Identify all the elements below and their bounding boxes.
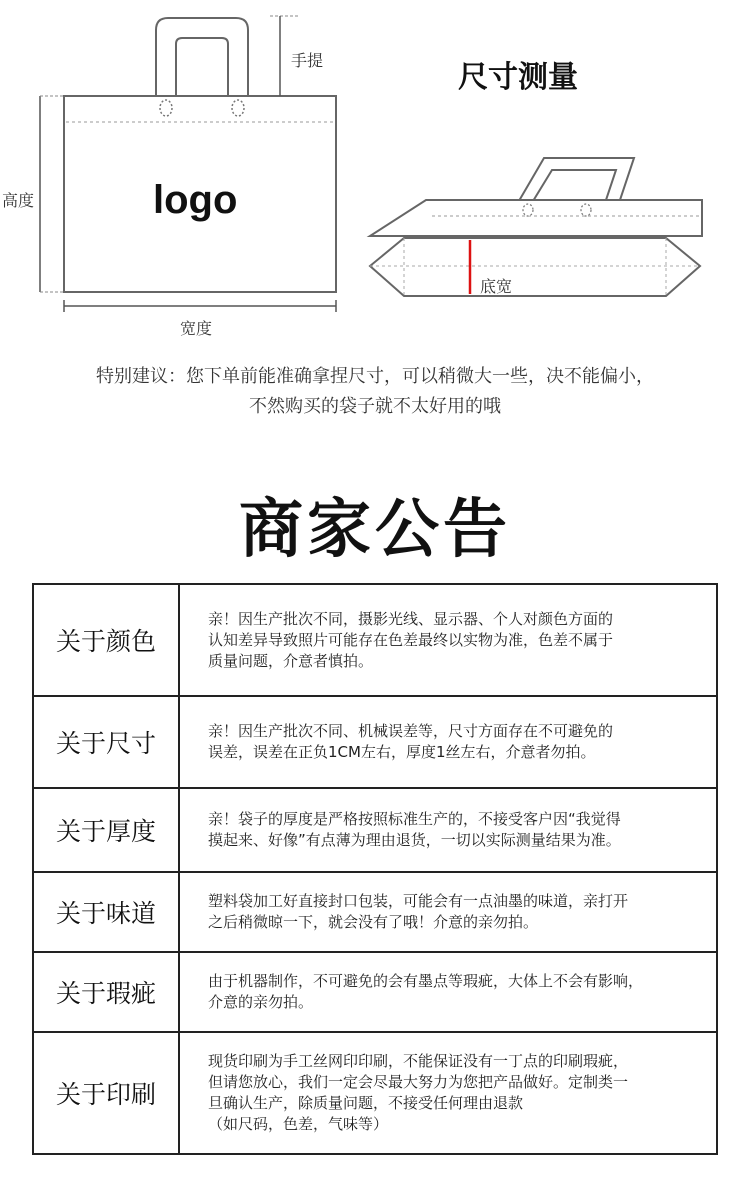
- notice-body: [180, 585, 716, 695]
- notice-body: [180, 873, 716, 951]
- height-label: 高度: [2, 191, 35, 210]
- notice-body: [180, 697, 716, 787]
- notice-line: 由于机器制作，不可避免的会有墨点等瑕疵，大体上不会有影响，: [208, 972, 644, 990]
- measure-title: 尺寸测量: [458, 60, 578, 95]
- width-label: 宽度: [180, 319, 213, 338]
- notice-line: 现货印刷为手工丝网印印刷，不能保证没有一丁点的印刷瑕疵，: [208, 1052, 629, 1070]
- notice-line: 介意的亲勿拍。: [208, 993, 314, 1011]
- notice-body: [180, 789, 716, 871]
- notice-row-smell: [34, 871, 716, 951]
- advice-line-1: 特别建议：您下单前能准确拿捏尺寸，可以稍微大一些，决不能偏小，: [96, 366, 654, 387]
- notice-table: [32, 583, 718, 1155]
- bag-hole-right: [232, 100, 244, 116]
- notice-row-flaw: [34, 951, 716, 1031]
- notice-row-thickness: [34, 787, 716, 871]
- notice-head: 关于印刷: [34, 1033, 180, 1153]
- notice-line: 亲！袋子的厚度是严格按照标准生产的，不接受客户因“我觉得: [208, 810, 621, 828]
- logo-text: logo: [153, 178, 238, 222]
- notice-line: 旦确认生产，除质量问题，不接受任何理由退款: [208, 1094, 524, 1112]
- notice-line: 亲！因生产批次不同、机械误差等，尺寸方面存在不可避免的: [208, 722, 614, 740]
- notice-line: 塑料袋加工好直接封口包装，可能会有一点油墨的味道，亲打开: [208, 892, 629, 910]
- handle-label: 手提: [291, 51, 324, 70]
- notice-row-color: [34, 585, 716, 695]
- notice-line: 亲！因生产批次不同，摄影光线、显示器、个人对颜色方面的: [208, 609, 614, 628]
- notice-line: （如尺码，色差，气味等）: [208, 1115, 389, 1133]
- bag-side-diagram: [366, 150, 706, 350]
- notice-line: 但请您放心，我们一定会尽最大努力为您把产品做好。定制类一: [208, 1073, 629, 1091]
- notice-line: 摸起来、好像”有点薄为理由退货，一切以实际测量结果为准。: [208, 831, 621, 849]
- notice-row-print: [34, 1031, 716, 1153]
- notice-head: 关于厚度: [34, 789, 180, 871]
- notice-row-size: [34, 695, 716, 787]
- notice-body: [180, 953, 716, 1031]
- notice-line: 认知差异导致照片可能存在色差最终以实物为准，色差不属于: [208, 630, 614, 649]
- bag-handle: [156, 18, 248, 96]
- notice-line: 误差，误差在正负1CM左右，厚度1丝左右，介意者勿拍。: [208, 743, 596, 761]
- notice-head: 关于尺寸: [34, 697, 180, 787]
- advice-line-2: 不然购买的袋子就不太好用的哦: [249, 396, 501, 417]
- notice-title: 商家公告: [239, 493, 511, 567]
- bag-hole-left: [160, 100, 172, 116]
- notice-line: 之后稍微晾一下，就会没有了哦！介意的亲勿拍。: [208, 913, 539, 931]
- notice-head: 关于瑕疵: [34, 953, 180, 1031]
- notice-line: 质量问题，介意者慎拍。: [208, 651, 374, 670]
- notice-head: 关于味道: [34, 873, 180, 951]
- notice-body: [180, 1033, 716, 1153]
- notice-head: 关于颜色: [34, 585, 180, 695]
- bottom-width-label: 底宽: [480, 277, 513, 296]
